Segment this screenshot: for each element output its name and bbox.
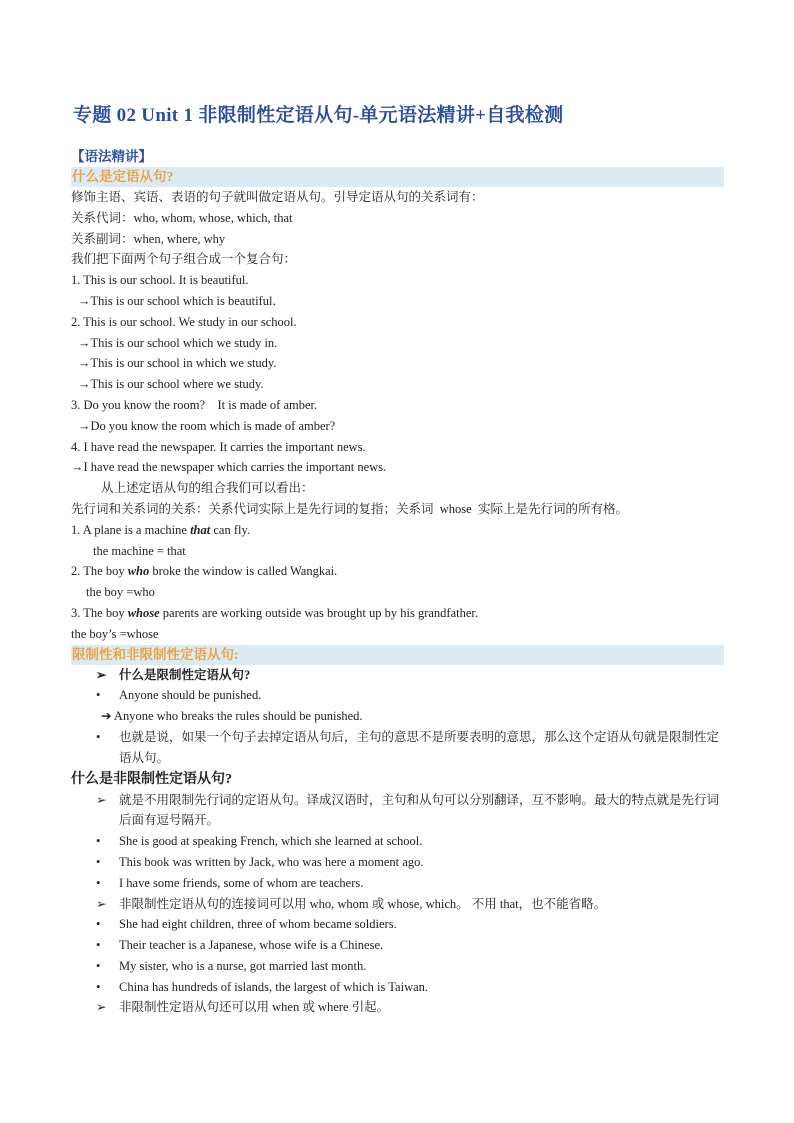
list-item-text: She is good at speaking French, which she learned at school.: [119, 834, 423, 849]
relation-equation: the boy =who: [86, 585, 155, 600]
list-item: [71, 977, 724, 998]
list-item: [71, 935, 724, 956]
list-item: [71, 685, 724, 706]
list-item: [71, 727, 724, 769]
list-item-text: Their teacher is a Japanese, whose wife is a Chinese.: [119, 938, 384, 953]
example-result: →I have read the newspaper which carries the important news.: [71, 460, 387, 475]
relation-example: [71, 561, 724, 582]
right-arrow-icon: ➔: [101, 709, 112, 724]
list-item-text: She had eight children, three of whom became soldiers.: [119, 917, 397, 932]
list-item: [71, 997, 724, 1018]
section-band-what-is-attributive-clause: 什么是定语从句?: [71, 167, 724, 187]
relation-equation: the machine = that: [93, 543, 186, 558]
dot-bullet-icon: •: [96, 938, 101, 953]
list-item: [71, 852, 724, 873]
nonrestrictive-list: [71, 790, 724, 1019]
nonrestrictive-heading: 什么是非限制性定语从句?: [71, 771, 232, 787]
dot-bullet-icon: •: [96, 875, 101, 890]
relation-example-text: parents are working outside was brought up by his grandfather.: [159, 605, 479, 620]
example-result: →This is our school which is beautiful．: [78, 293, 285, 308]
dot-bullet-icon: •: [96, 688, 101, 703]
list-item-result: [71, 706, 724, 727]
dot-bullet-icon: •: [96, 979, 101, 994]
relation-equation: the boy’s =whose: [71, 626, 159, 641]
section-band-restrictive-nonrestrictive: 限制性和非限制性定语从句:: [71, 645, 724, 665]
list-item: [71, 956, 724, 977]
relative-pronoun: who: [127, 564, 150, 579]
list-item-text: 也就是说，如果一个句子去掉定语从句后，主句的意思不是所要表明的意思，那么这个定语从句就是限制性定语从句。: [119, 729, 720, 765]
relation-example: [71, 603, 724, 624]
list-item-text: 就是不用限制先行词的定语从句。译成汉语时，主句和从句可以分别翻译，互不影响。最大的特点就是先行词后面有逗号隔开。: [119, 792, 720, 828]
dot-bullet-icon: •: [96, 729, 101, 744]
document-title: 专题 02 Unit 1 非限制性定语从句-单元语法精讲+自我检测: [73, 105, 564, 126]
relation-example-text: 1. A plane is a machine: [71, 522, 191, 537]
example-line: 2. This is our school. We study in our school.: [71, 314, 297, 329]
relation-example-text: 2. The boy: [71, 564, 128, 579]
list-item: [71, 873, 724, 894]
arrowhead-bullet-icon: ➢: [96, 792, 107, 807]
intro-line: 我们把下面两个句子组合成一个复合句：: [71, 252, 297, 267]
arrowhead-bullet-icon: ➢: [96, 667, 107, 682]
dot-bullet-icon: •: [96, 958, 101, 973]
list-item: [71, 790, 724, 832]
relation-example-text: 3. The boy: [71, 605, 128, 620]
list-item-text: I have some friends, some of whom are teachers.: [119, 875, 364, 890]
relative-pronoun: whose: [127, 605, 160, 620]
list-item-text: 非限制性定语从句的连接词可以用 who, whom 或 whose, which。 不用 that，也不能省略。: [119, 896, 607, 911]
dot-bullet-icon: •: [96, 917, 101, 932]
relation-example-text: broke the window is called Wangkai.: [149, 564, 338, 579]
section-tag: 【语法精讲】: [71, 149, 152, 164]
list-item-text: Anyone who breaks the rules should be punished.: [113, 709, 363, 724]
example-line: 3. Do you know the room? It is made of amber.: [71, 397, 318, 412]
arrowhead-bullet-icon: ➢: [96, 1000, 107, 1015]
arrowhead-bullet-icon: ➢: [96, 896, 107, 911]
example-result: →This is our school in which we study.: [78, 356, 277, 371]
relation-example-text: can fly.: [210, 522, 251, 537]
example-result: →This is our school where we study.: [78, 377, 264, 392]
list-item: [71, 831, 724, 852]
observation-line: 从上述定语从句的组合我们可以看出：: [101, 481, 314, 496]
list-item-text: Anyone should be punished.: [119, 688, 262, 703]
list-item-text: 非限制性定语从句还可以用 when 或 where 引起。: [119, 1000, 390, 1015]
list-item-text: This book was written by Jack, who was here a moment ago.: [119, 854, 424, 869]
restrictive-heading-text: 什么是限制性定语从句?: [119, 667, 251, 682]
dot-bullet-icon: •: [96, 834, 101, 849]
intro-line: 修饰主语、宾语、表语的句子就叫做定语从句。引导定语从句的关系词有：: [71, 190, 484, 204]
intro-line: 关系副词：when, where, why: [71, 231, 226, 246]
list-item: [71, 914, 724, 935]
intro-line: 关系代词：who, whom, whose, which, that: [71, 210, 293, 225]
relative-pronoun: that: [190, 522, 211, 537]
relation-example: [71, 520, 724, 541]
list-item: [71, 894, 724, 915]
relation-explanation: 先行词和关系词的关系：关系代词实际上是先行词的复指；关系词 whose 实际上是先行词的所有格。: [71, 501, 628, 516]
list-item-text: China has hundreds of islands, the largest of which is Taiwan.: [119, 979, 429, 994]
restrictive-heading: [71, 665, 724, 686]
example-result: →Do you know the room which is made of amber?: [78, 418, 336, 433]
example-result: →This is our school which we study in.: [78, 335, 278, 350]
example-line: 1. This is our school. It is beautiful.: [71, 273, 249, 288]
example-line: 4. I have read the newspaper. It carries the important news.: [71, 439, 366, 454]
document-page: [71, 100, 724, 1018]
dot-bullet-icon: •: [96, 854, 101, 869]
list-item-text: My sister, who is a nurse, got married last month.: [119, 958, 367, 973]
